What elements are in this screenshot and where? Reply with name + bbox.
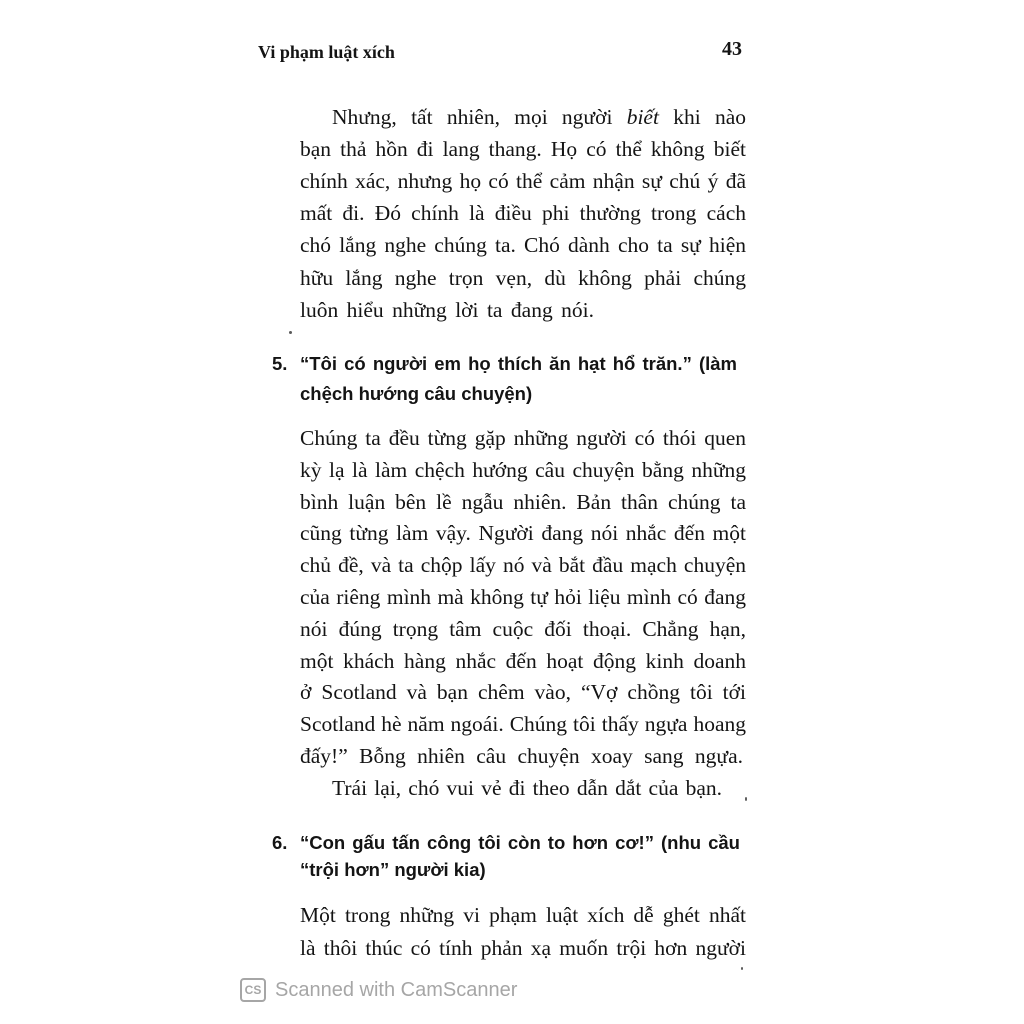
- body-line: Trái lại, chó vui vẻ đi theo dẫn dắt của bạn.: [332, 776, 722, 800]
- body-line: [332, 101, 746, 133]
- body-line: Một trong những vi phạm luật xích dễ ghét nhất: [300, 903, 746, 927]
- body-line: ở Scotland và bạn chêm vào, “Vợ chồng tôi tới: [300, 680, 746, 704]
- heading-line: “Con gấu tấn công tôi còn to hơn cơ!” (nhu cầu: [300, 832, 740, 853]
- body-line: Scotland hè năm ngoái. Chúng tôi thấy ngựa hoang: [300, 712, 746, 736]
- body-line: bình luận bên lề ngẫu nhiên. Bản thân chúng ta: [300, 490, 746, 514]
- body-line: một khách hàng nhắc đến hoạt động kinh doanh: [300, 649, 746, 673]
- body-line: chủ đề, và ta chộp lấy nó và bắt đầu mạch chuyện: [300, 553, 746, 577]
- body-line: mất đi. Đó chính là điều phi thường trong cách: [300, 201, 746, 225]
- body-line: đấy!” Bỗng nhiên câu chuyện xoay sang ngựa.: [300, 744, 743, 768]
- body-line: luôn hiểu những lời ta đang nói.: [300, 298, 594, 322]
- heading-number: 6.: [272, 832, 288, 853]
- body-line: là thôi thúc có tính phản xạ muốn trội hơn người: [300, 936, 746, 960]
- heading-number: 5.: [272, 353, 288, 374]
- body-line: hữu lắng nghe trọn vẹn, dù không phải chúng: [300, 266, 746, 290]
- heading-line: “trội hơn” người kia): [300, 859, 486, 880]
- body-line: chó lắng nghe chúng ta. Chó dành cho ta sự hiện: [300, 233, 746, 257]
- body-line: Chúng ta đều từng gặp những người có thói quen: [300, 426, 746, 450]
- emphasized-word: biết: [626, 105, 659, 129]
- heading-line: chệch hướng câu chuyện): [300, 383, 533, 404]
- running-title: Vi phạm luật xích: [258, 42, 395, 62]
- scan-speck: [289, 331, 292, 334]
- body-line: nói đúng trọng tâm cuộc đối thoại. Chẳng hạn,: [300, 617, 746, 641]
- body-line: kỳ lạ là làm chệch hướng câu chuyện bằng những: [300, 458, 746, 482]
- body-line: chính xác, nhưng họ có thể cảm nhận sự chú ý đã: [300, 169, 746, 193]
- body-line: cũng từng làm vậy. Người đang nói nhắc đến một: [300, 521, 746, 545]
- body-line: của riêng mình mà không tự hỏi liệu mình có đang: [300, 585, 746, 609]
- scan-speck: [741, 967, 743, 970]
- heading-line: “Tôi có người em họ thích ăn hạt hổ trăn.” (làm: [300, 353, 737, 374]
- watermark-label: Scanned with CamScanner: [275, 979, 518, 1001]
- scan-speck: [745, 797, 747, 801]
- body-line: bạn thả hồn đi lang thang. Họ có thể không biết: [300, 137, 746, 161]
- page-number: 43: [722, 38, 742, 60]
- camscanner-logo-icon: CS: [240, 978, 266, 1002]
- line-text: Nhưng, tất nhiên, mọi người: [332, 105, 613, 129]
- line-text: khi nào: [673, 105, 746, 129]
